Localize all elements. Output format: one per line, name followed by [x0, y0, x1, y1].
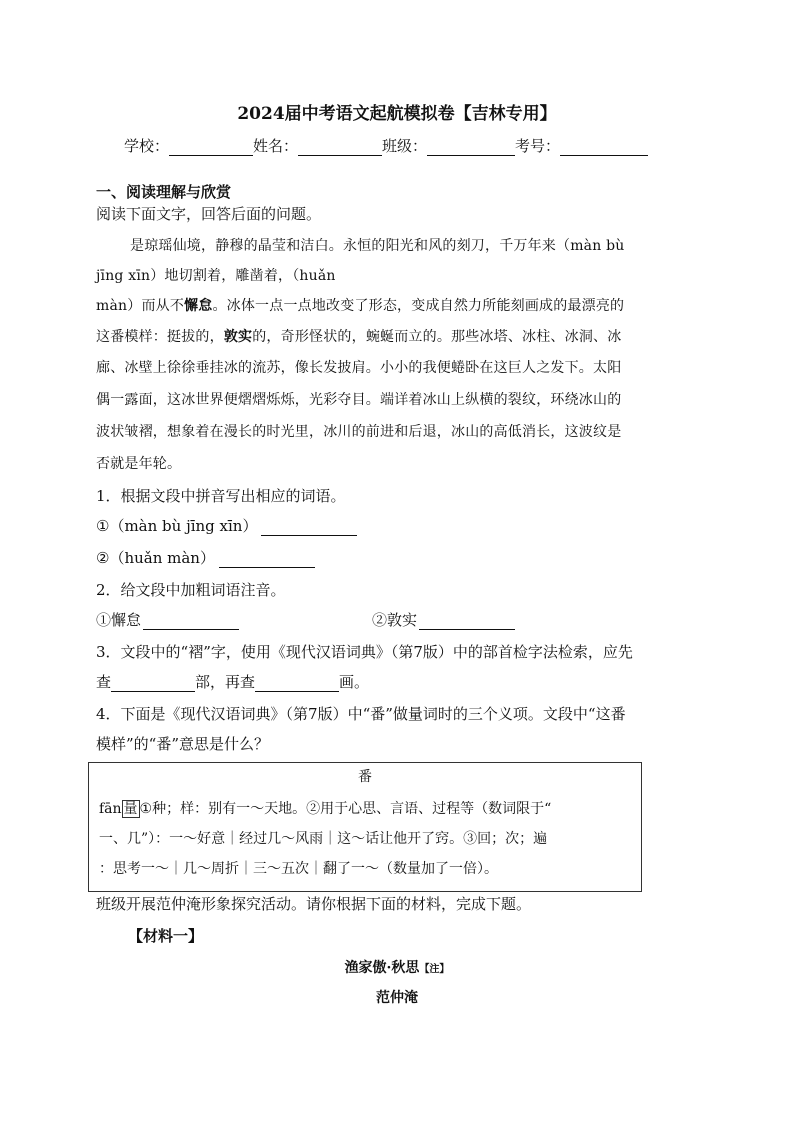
question-3-text: 画。 [339, 673, 370, 691]
class-label: 班级： [382, 137, 428, 155]
reading-instruction: 阅读下面文字，回答后面的问题。 [96, 205, 322, 223]
poem-title: 渔家傲·秋思 [344, 960, 420, 976]
name-label: 姓名： [253, 137, 299, 155]
dictionary-pinyin: fān [99, 801, 122, 817]
dictionary-line: 一、几”）：一～好意｜经过几～风雨｜这～话让他开了窍。③回；次；遍 [99, 831, 548, 847]
passage-line: 偶一露面，这冰世界便熠熠烁烁，光彩夺目。端详着冰山上纵横的裂纹，环绕冰山的 [96, 392, 622, 408]
answer-field-3a[interactable] [111, 676, 195, 692]
bold-word-dunshi: 敦实 [223, 329, 253, 345]
poem-note-mark: 【注】 [419, 964, 450, 975]
question-1a [96, 516, 357, 536]
dictionary-char: 番 [358, 769, 372, 785]
material-label: 【材料一】 [128, 927, 204, 945]
dictionary-line: ：思考一～｜几～周折｜三～五次｜翻了一～（数量加了一倍）。 [99, 861, 498, 877]
answer-field-1b[interactable] [219, 552, 315, 568]
passage-text: 的，奇形怪状的，蜿蜒而立的。那些冰塔、冰柱、冰洞、冰 [252, 329, 622, 345]
number-field[interactable] [560, 140, 648, 156]
passage-line: 廊、冰壁上徐徐垂挂冰的流苏，像长发披肩。小小的我便蜷卧在这巨人之发下。太阳 [96, 360, 622, 376]
question-2b-label: ②敦实 [372, 611, 418, 629]
class-field[interactable] [427, 140, 515, 156]
passage-line: 是琼瑶仙境，静穆的晶莹和洁白。永恒的阳光和风的刻刀，千万年来（màn bù [130, 238, 625, 254]
activity-instruction: 班级开展范仲淹形象探究活动。请你根据下面的材料，完成下题。 [96, 895, 532, 913]
answer-field-1a[interactable] [261, 520, 357, 536]
bold-word-xiedai: 懈怠 [184, 298, 213, 314]
passage-text: màn）而从不 [96, 298, 185, 314]
dictionary-entry-box [88, 762, 642, 892]
number-label: 考号： [515, 137, 561, 155]
question-2a-label: ①懈怠 [96, 611, 142, 629]
answer-field-2a[interactable] [143, 614, 239, 630]
question-2b [372, 610, 515, 630]
name-field[interactable] [298, 140, 382, 156]
question-3-blanks [96, 672, 369, 692]
dictionary-line [99, 799, 551, 819]
passage-text: 。冰体一点一点地改变了形态，变成自然力所能刻画成的最漂亮的 [212, 298, 625, 314]
school-label: 学校： [124, 137, 170, 155]
passage-line: 波状皱褶，想象着在漫长的时光里，冰川的前进和后退，冰山的高低消长，这波纹是 [96, 424, 622, 440]
question-3-text: 部，再查 [195, 673, 256, 691]
question-1b [96, 548, 315, 568]
question-2: 2．给文段中加粗词语注音。 [96, 581, 286, 599]
part-of-speech-tag: 量 [123, 801, 138, 817]
passage-line [96, 296, 624, 316]
passage-line: jīng xīn）地切割着，雕凿着，（huǎn [96, 268, 336, 284]
school-field[interactable] [169, 140, 253, 156]
student-info-row [124, 136, 648, 156]
page-title: 2024届中考语文起航模拟卷【吉林专用】 [237, 104, 557, 124]
passage-line: 否就是年轮。 [96, 456, 182, 472]
question-1b-label: ②（huǎn màn） [96, 549, 215, 567]
question-3: 3．文段中的“褶”字，使用《现代汉语词典》（第7版）中的部首检字法检索，应先 [96, 643, 633, 661]
question-4-cont: 模样”的“番”意思是什么？ [96, 735, 270, 753]
passage-line [96, 327, 621, 347]
poem-author: 范仲淹 [376, 990, 418, 1006]
question-3-text: 查 [96, 673, 112, 691]
poem-title-line [0, 958, 794, 980]
answer-field-3b[interactable] [255, 676, 339, 692]
dictionary-text: ①种；样：别有一～天地。②用于心思、言语、过程等（数词限于“ [139, 801, 552, 817]
answer-field-2b[interactable] [419, 614, 515, 630]
question-1: 1．根据文段中拼音写出相应的词语。 [96, 487, 346, 505]
question-2a [96, 610, 239, 630]
question-1a-label: ①（màn bù jīng xīn） [96, 517, 258, 535]
section-heading: 一、阅读理解与欣赏 [96, 183, 232, 201]
passage-text: 这番模样：挺拔的， [96, 329, 224, 345]
question-4: 4．下面是《现代汉语词典》（第7版）中“番”做量词时的三个义项。文段中“这番 [96, 705, 626, 723]
